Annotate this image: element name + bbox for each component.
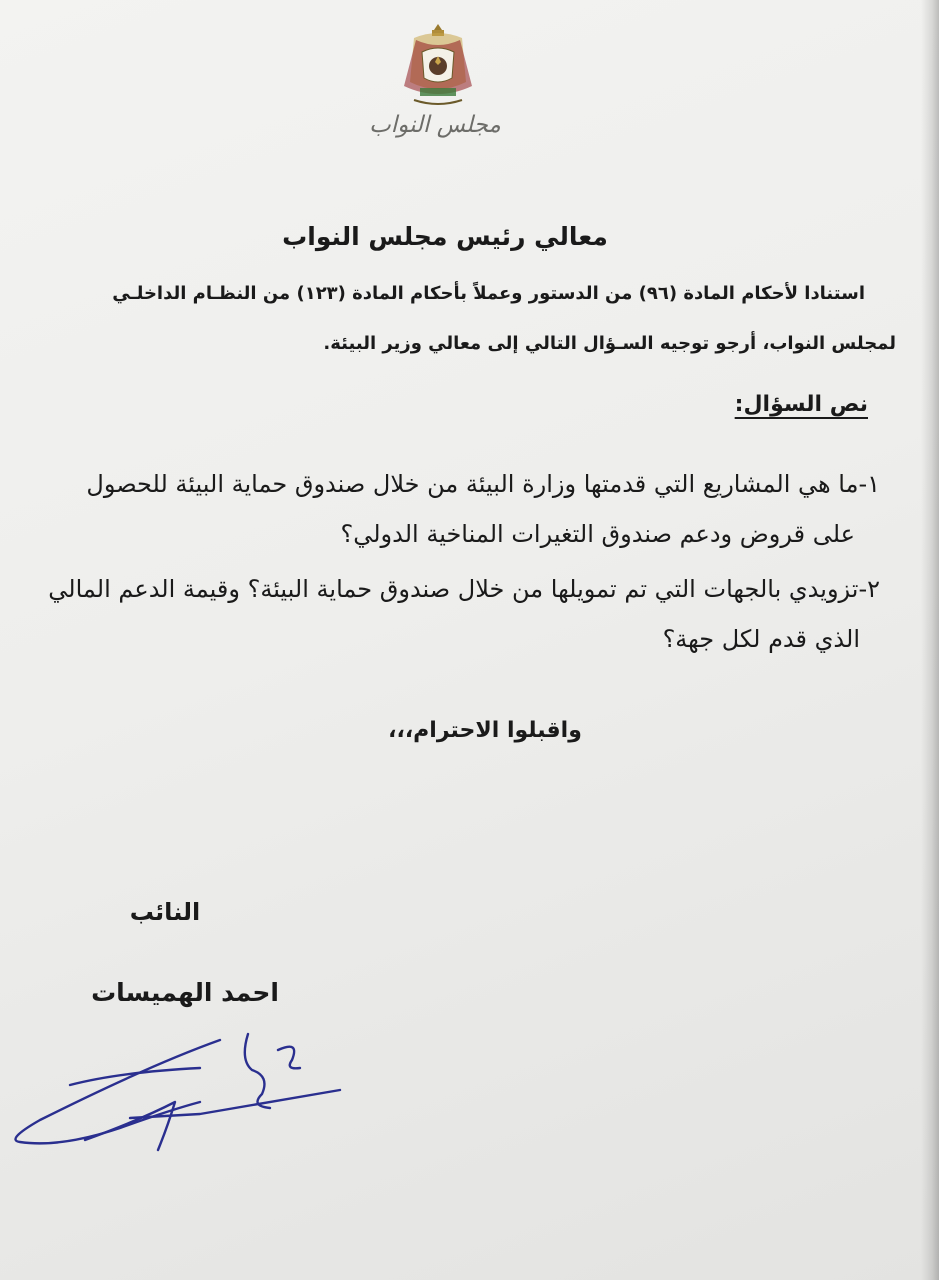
page-edge-shadow [921,0,939,1280]
handwritten-signature [0,1010,360,1180]
question-1-line-1: ١-ما هي المشاريع التي قدمتها وزارة البيئة من خلال صندوق حماية البيئة للحصول [86,470,880,498]
signatory-role: النائب [129,898,201,926]
question-2-line-2: الذي قدم لكل جهة؟ [662,625,860,653]
jordan-coat-of-arms-icon [394,22,482,110]
question-1-line-2: على قروض ودعم صندوق التغيرات المناخية الدولي؟ [340,520,855,548]
signatory-name: احمد الهميسات [91,978,279,1007]
closing-line: واقبلوا الاحترام،،، [388,718,582,743]
intro-line-1: استنادا لأحكام المادة (٩٦) من الدستور وعملاً بأحكام المادة (١٢٣) من النظـام الداخلـي [112,283,865,304]
question-2-line-1: ٢-تزويدي بالجهات التي تم تمويلها من خلال صندوق حماية البيئة؟ وقيمة الدعم المالي [48,575,880,603]
intro-line-2: لمجلس النواب، أرجو توجيه السـؤال التالي إلى معالي وزير البيئة. [323,333,896,354]
letter-heading: معالي رئيس مجلس النواب [282,222,608,251]
council-name-logo: مجلس النواب [369,112,501,138]
question-label: نص السؤال: [734,392,868,417]
